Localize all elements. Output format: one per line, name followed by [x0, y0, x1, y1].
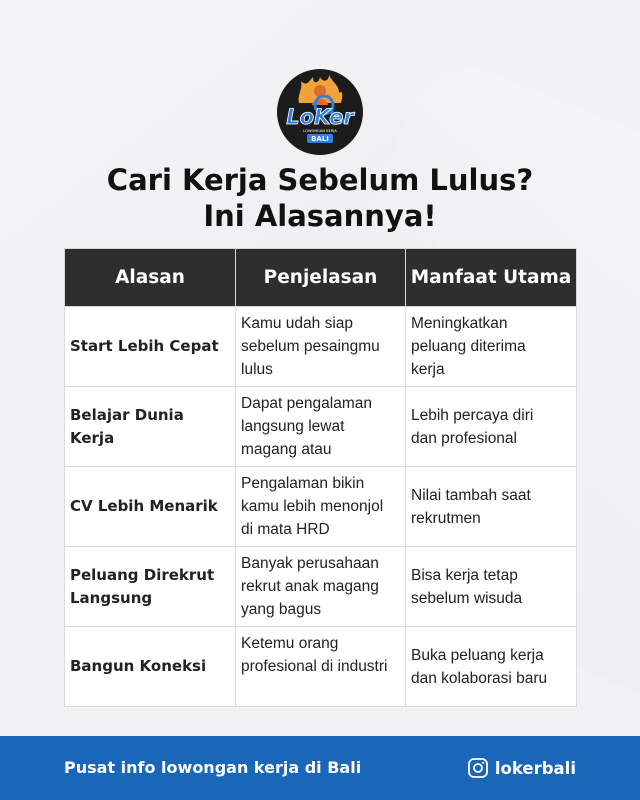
cell-manfaat-line: dan profesional: [411, 429, 517, 447]
cell-alasan: [65, 627, 236, 707]
cell-manfaat: [406, 547, 577, 627]
cell-manfaat-line: Bisa kerja tetap: [411, 566, 518, 584]
table-row: [65, 467, 577, 547]
instagram-icon: [467, 757, 489, 779]
cell-penjelasan-line: Kamu udah siap: [241, 315, 354, 332]
footer-bar: [0, 736, 640, 800]
cell-manfaat: [406, 467, 577, 547]
cell-penjelasan-line: Pengalaman bikin: [241, 475, 365, 492]
cell-manfaat: [406, 387, 577, 467]
table-row: [65, 387, 577, 467]
column-header-penjelasan: Penjelasan: [236, 249, 406, 307]
cell-alasan: [65, 467, 236, 547]
cell-manfaat-line: Nilai tambah saat: [411, 486, 531, 504]
cell-penjelasan-line: yang bagus: [241, 601, 322, 618]
cell-penjelasan-line: di mata HRD: [241, 521, 330, 538]
cell-alasan-line: Langsung: [70, 588, 153, 607]
cell-penjelasan: [236, 387, 406, 467]
cell-manfaat-line: Meningkatkan: [411, 315, 508, 332]
title-line-1: Cari Kerja Sebelum Lulus?: [106, 163, 534, 197]
cell-penjelasan-line: Dapat pengalaman: [241, 395, 372, 412]
cell-alasan: [65, 387, 236, 467]
cell-penjelasan: [236, 307, 406, 387]
cell-penjelasan-line: Ketemu orang: [241, 635, 339, 652]
cell-penjelasan: [236, 467, 406, 547]
cell-manfaat-line: rekrutmen: [411, 509, 481, 527]
cell-alasan: [65, 547, 236, 627]
cell-penjelasan-line: rekrut anak magang: [241, 578, 379, 595]
cell-penjelasan-line: langsung lewat: [241, 418, 345, 435]
page-title: [0, 162, 640, 234]
logo-subtitle: LOWONGAN KERJA: [303, 129, 337, 133]
cell-manfaat: [406, 627, 577, 707]
cell-penjelasan: [236, 627, 406, 707]
cell-manfaat-line: peluang diterima: [411, 338, 526, 355]
cell-manfaat-line: Buka peluang kerja: [411, 646, 544, 664]
cell-manfaat-line: Lebih percaya diri: [411, 406, 534, 424]
title-line-2: Ini Alasannya!: [203, 199, 437, 233]
cell-penjelasan-line: magang atau: [241, 441, 332, 458]
cell-penjelasan-line: lulus: [241, 361, 273, 378]
loker-bali-logo: [277, 69, 363, 155]
column-header-alasan: Alasan: [65, 249, 236, 307]
logo-wordmark: LoKer: [286, 105, 354, 129]
cell-penjelasan-line: kamu lebih menonjol: [241, 498, 384, 515]
cell-manfaat: [406, 307, 577, 387]
cell-penjelasan-line: profesional di industri: [241, 658, 388, 675]
cell-alasan-line: Bangun Koneksi: [70, 657, 207, 675]
cell-alasan-line: Peluang Direkrut: [70, 565, 215, 584]
cell-penjelasan: [236, 547, 406, 627]
table-row: [65, 547, 577, 627]
cell-alasan-line: Start Lebih Cepat: [70, 337, 219, 355]
cell-manfaat-line: dan kolaborasi baru: [411, 669, 548, 687]
footer-tagline: Pusat info lowongan kerja di Bali: [64, 758, 362, 777]
cell-penjelasan-line: sebelum pesaingmu: [241, 338, 380, 355]
table-row: [65, 627, 577, 707]
instagram-link[interactable]: [467, 736, 576, 800]
cell-alasan-line: CV Lebih Menarik: [70, 497, 218, 515]
cell-manfaat-line: sebelum wisuda: [411, 589, 523, 607]
cell-penjelasan-line: Banyak perusahaan: [241, 555, 379, 572]
logo-region: BALI: [311, 135, 329, 143]
column-header-manfaat: Manfaat Utama: [406, 249, 577, 307]
cell-manfaat-line: kerja: [411, 361, 445, 378]
table-header-row: [65, 249, 577, 307]
cell-alasan: [65, 307, 236, 387]
cell-alasan-line: Belajar Dunia Kerja: [70, 405, 184, 447]
instagram-handle: lokerbali: [494, 758, 576, 778]
reasons-table: [64, 248, 577, 707]
table-row: [65, 307, 577, 387]
